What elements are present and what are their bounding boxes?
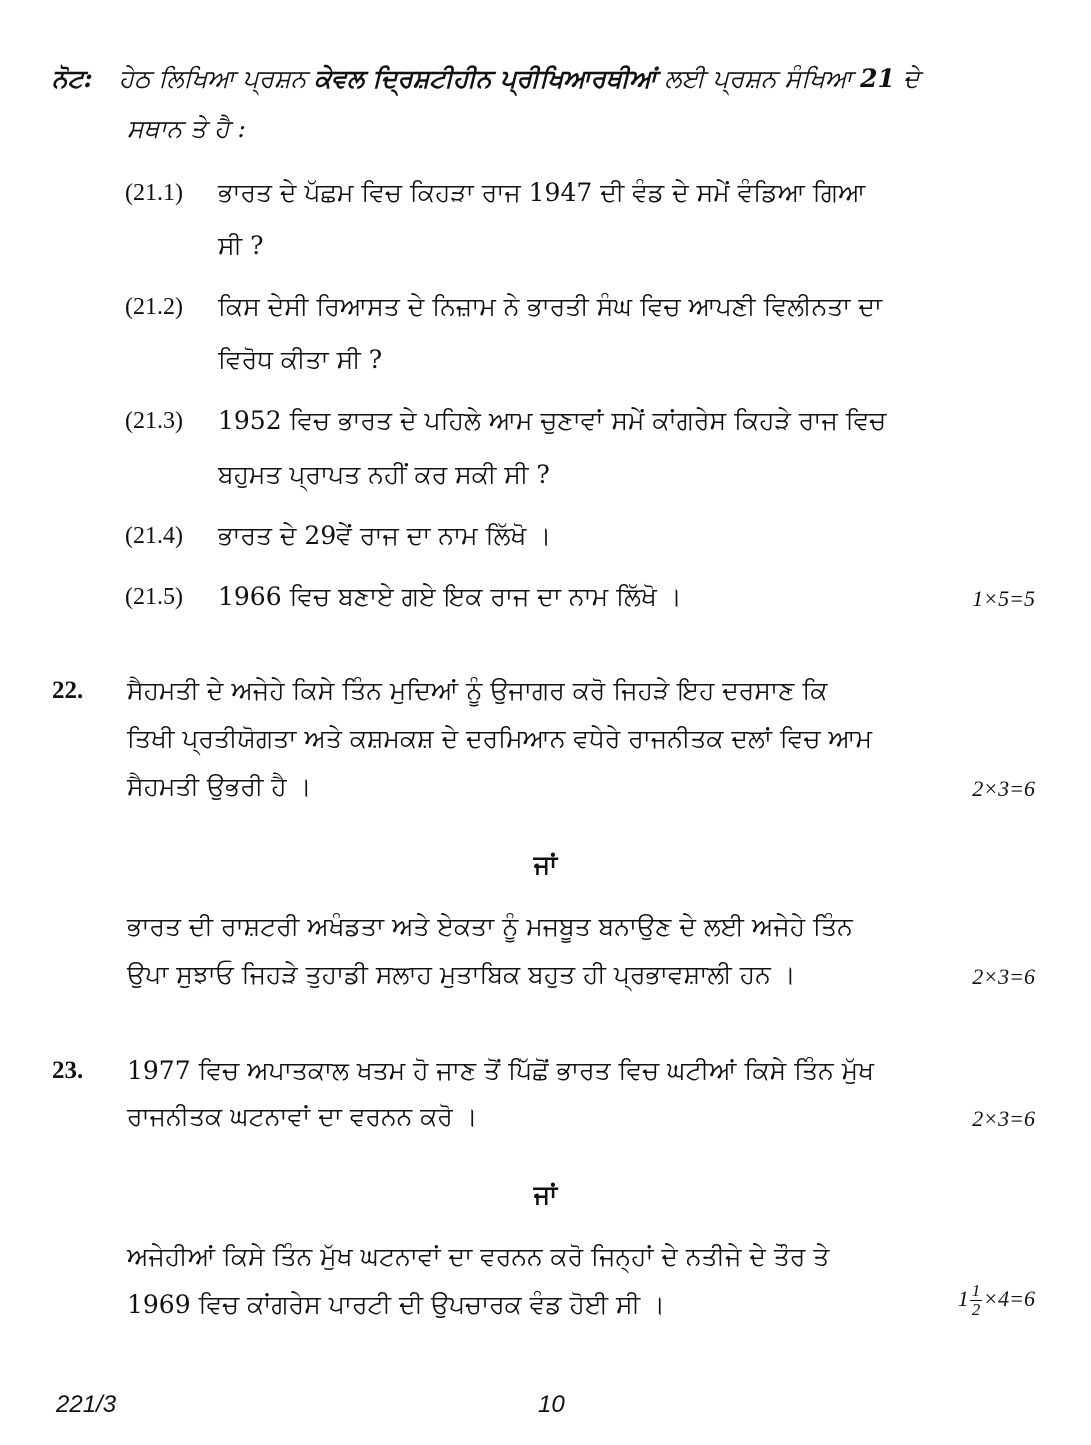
fraction-numerator: 1 xyxy=(971,1281,981,1301)
subquestion-text: ਬਹੁਮਤ ਪ੍ਰਾਪਤ ਨਹੀਂ ਕਰ ਸਕੀ ਸੀ ? xyxy=(218,460,550,489)
subquestion-number: (21.4) xyxy=(125,523,183,549)
note-text-a: ਹੇਠ ਲਿਖਿਆ ਪ੍ਰਸ਼ਨ xyxy=(118,64,307,93)
subquestion-text: ਕਿਸ ਦੇਸੀ ਰਿਆਸਤ ਦੇ ਨਿਜ਼ਾਮ ਨੇ ਭਾਰਤੀ ਸੰਘ ਵਿਚ ਆਪਣੀ ਵਿਲੀਨਤਾ ਦਾ xyxy=(218,292,883,321)
fraction-denominator: 2 xyxy=(971,1300,981,1320)
question-number-22: 22. xyxy=(52,677,84,704)
subquestion-number: (21.1) xyxy=(125,180,183,206)
subquestion-text: 1966 ਵਿਚ ਬਣਾਏ ਗਏ ਇਕ ਰਾਜ ਦਾ ਨਾਮ ਲਿੱਖੋ । xyxy=(218,582,682,611)
marks-label: 2×3=6 xyxy=(972,964,1035,989)
subquestion-text: ਭਾਰਤ ਦੇ 29ਵੇਂ ਰਾਜ ਦਾ ਨਾਮ ਲਿੱਖੋ । xyxy=(218,521,552,550)
note-label: ਨੋਟ: xyxy=(52,64,93,93)
note-line-2: ਸਥਾਨ ਤੇ ਹੈ : xyxy=(127,114,246,143)
subquestion-text: ਸੀ ? xyxy=(218,231,264,260)
fraction xyxy=(970,1282,983,1319)
subquestion-text: 1952 ਵਿਚ ਭਾਰਤ ਦੇ ਪਹਿਲੇ ਆਮ ਚੁਣਾਵਾਂ ਸਮੇਂ ਕਾਂਗਰੇਸ ਕਿਹੜੇ ਰਾਜ ਵਿਚ xyxy=(218,406,887,435)
subquestion-number: (21.3) xyxy=(125,408,183,434)
subquestion-number: (21.2) xyxy=(125,294,183,320)
question-number-23: 23. xyxy=(52,1057,84,1084)
question-text: ਸੈਹਮਤੀ ਦੇ ਅਜੇਹੇ ਕਿਸੇ ਤਿੰਨ ਮੁਦਿਆਂ ਨੂੰ ਉਜਾਗਰ ਕਰੋ ਜਿਹੜੇ ਇਹ ਦਰਸਾਣ ਕਿ xyxy=(127,676,828,705)
marks-label: 2×3=6 xyxy=(972,776,1035,801)
question-text: ਉਪਾ ਸੁਝਾਓ ਜਿਹੜੇ ਤੁਹਾਡੀ ਸਲਾਹ ਮੁਤਾਬਿਕ ਬਹੁਤ ਹੀ ਪ੍ਰਭਾਵਸ਼ਾਲੀ ਹਨ । xyxy=(127,960,796,989)
or-separator: ਜਾਂ xyxy=(533,850,558,879)
note-text-c: ਦੇ xyxy=(902,64,920,93)
question-text: ਅਜੇਹੀਆਂ ਕਿਸੇ ਤਿੰਨ ਮੁੱਖ ਘਟਨਾਵਾਂ ਦਾ ਵਰਨਨ ਕਰੋ ਜਿਨ੍ਹਾਂ ਦੇ ਨਤੀਜੇ ਦੇ ਤੌਰ ਤੇ xyxy=(127,1242,830,1271)
note-line-1 xyxy=(52,62,919,96)
marks-label-fraction xyxy=(958,1282,1035,1319)
question-text: ਭਾਰਤ ਦੀ ਰਾਸ਼ਟਰੀ ਅਖੰਡਤਾ ਅਤੇ ਏਕਤਾ ਨੂੰ ਮਜਬੂਤ ਬਨਾਉਣ ਦੇ ਲਈ ਅਜੇਹੇ ਤਿੰਨ xyxy=(127,912,853,941)
marks-rest: ×4=6 xyxy=(983,1286,1035,1311)
marks-label: 1×5=5 xyxy=(972,586,1035,611)
note-text-bold: ਕੇਵਲ ਦ੍ਰਿਸ਼ਟੀਹੀਨ ਪ੍ਰੀਖਿਆਰਥੀਆਂ xyxy=(314,64,657,93)
question-text: ਰਾਜਨੀਤਕ ਘਟਨਾਵਾਂ ਦਾ ਵਰਨਨ ਕਰੋ । xyxy=(127,1102,478,1131)
question-text: 1969 ਵਿਚ ਕਾਂਗਰੇਸ ਪਾਰਟੀ ਦੀ ਉਪਚਾਰਕ ਵੰਡ ਹੋਈ ਸੀ । xyxy=(127,1290,665,1319)
marks-label: 2×3=6 xyxy=(972,1106,1035,1131)
subquestion-number: (21.5) xyxy=(125,584,183,610)
or-separator: ਜਾਂ xyxy=(533,1180,558,1209)
marks-whole: 1 xyxy=(957,1286,969,1311)
question-text: ਤਿਖੀ ਪ੍ਰਤੀਯੋਗਤਾ ਅਤੇ ਕਸ਼ਮਕਸ਼ ਦੇ ਦਰਮਿਆਨ ਵਧੇਰੇ ਰਾਜਨੀਤਕ ਦਲਾਂ ਵਿਚ ਆਮ xyxy=(127,724,873,753)
subquestion-text: ਭਾਰਤ ਦੇ ਪੱਛਮ ਵਿਚ ਕਿਹੜਾ ਰਾਜ 1947 ਦੀ ਵੰਡ ਦੇ ਸਮੇਂ ਵੰਡਿਆ ਗਿਆ xyxy=(218,178,866,207)
question-text: ਸੈਹਮਤੀ ਉਭਰੀ ਹੈ । xyxy=(127,772,312,801)
page-number: 10 xyxy=(538,1391,565,1418)
note-question-number: 21 xyxy=(860,64,895,93)
subquestion-text: ਵਿਰੋਧ ਕੀਤਾ ਸੀ ? xyxy=(218,345,383,374)
question-text: 1977 ਵਿਚ ਅਪਾਤਕਾਲ ਖਤਮ ਹੋ ਜਾਣ ਤੋਂ ਪਿੱਛੋਂ ਭਾਰਤ ਵਿਚ ਘਟੀਆਂ ਕਿਸੇ ਤਿੰਨ ਮੁੱਖ xyxy=(127,1056,875,1085)
note-text-b: ਲਈ ਪ੍ਰਸ਼ਨ ਸੰਖਿਆ xyxy=(664,64,853,93)
paper-code: 221/3 xyxy=(56,1391,117,1418)
